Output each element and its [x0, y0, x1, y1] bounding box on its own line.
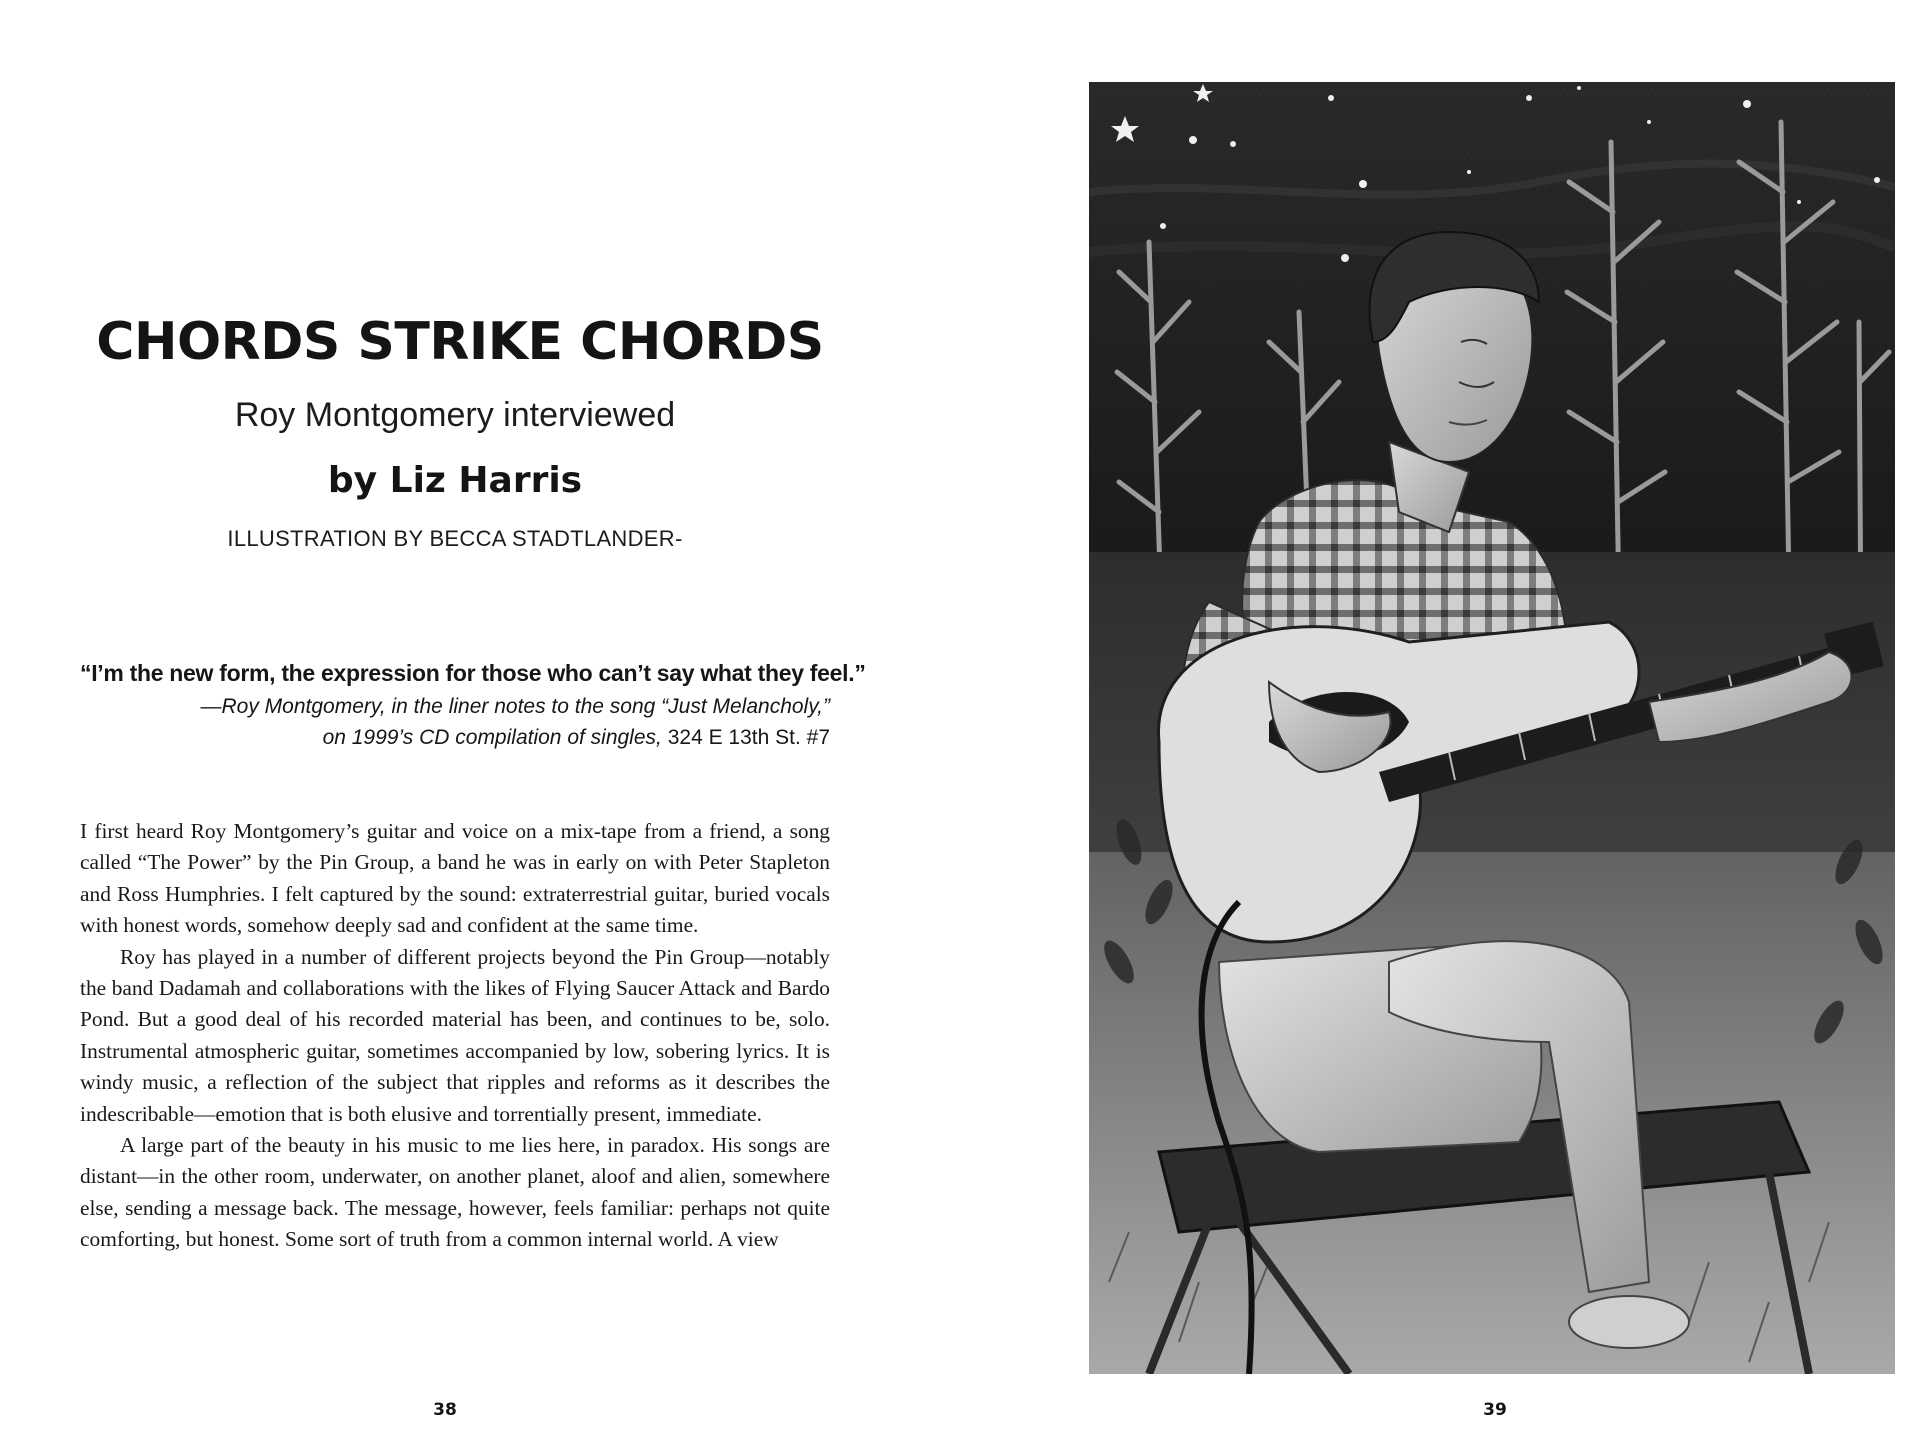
illustration-credit: ILLUSTRATION BY BECCA STADTLANDER-: [227, 526, 683, 551]
body-paragraph-1: I first heard Roy Montgomery’s guitar and voice on a mix-tape from a friend, a song called “The Power” by the Pin Group, a band he was in early on with Peter Stapleton and Ross Humphries. I felt captured by the sound: extraterrestrial guitar, buried vocals with honest words, somehow deeply sad and confident at the same time.: [80, 819, 830, 938]
body-paragraph-2: Roy has played in a number of different projects beyond the Pin Group—notably the band Dadamah and collaborations with the likes of Flying Saucer Attack and Bardo Pond. But a good deal of his recorded material has been, and continues to be, solo. Instrumental atmospheric guitar, sometimes accompanied by low, sobering lyrics. It is windy music, a reflection of the subject that ripples and reforms as it describes the indescribable—emotion that is both elusive and torrentially present, immediate.: [80, 944, 830, 1126]
epigraph-attribution-line2: [80, 722, 830, 753]
right-page: [1080, 0, 1920, 1440]
epigraph-source: on 1999’s CD compilation of singles,: [322, 726, 662, 749]
epigraph-quote: “I’m the new form, the expression for those who can’t say what they feel.”: [80, 660, 866, 686]
article-title: CHORDS STRIKE CHORDS: [96, 312, 824, 372]
body-paragraph-3: A large part of the beauty in his music to me lies here, in paradox. His songs are distant—in the other room, underwater, on another planet, aloof and alien, somewhere else, sending a message back. The message, however, feels familiar: perhaps not quite comforting, but honest. Some sort of truth from a common internal world. A view: [80, 1133, 830, 1252]
pencil-drawing-icon: [1089, 82, 1895, 1374]
author-byline: by Liz Harris: [327, 460, 583, 501]
page-number-left: 38: [433, 1400, 457, 1420]
article-subtitle: Roy Montgomery interviewed: [234, 396, 676, 434]
epigraph: [80, 660, 866, 753]
epigraph-attribution-line1: —Roy Montgomery, in the liner notes to the song “Just Melancholy,”: [200, 695, 830, 718]
epigraph-attribution: [80, 691, 830, 753]
epigraph-album-title: 324 E 13th St. #7: [661, 726, 830, 749]
article-body: [80, 816, 830, 1256]
page-number-right: 39: [1483, 1400, 1507, 1420]
guitarist-illustration: [1089, 82, 1895, 1374]
